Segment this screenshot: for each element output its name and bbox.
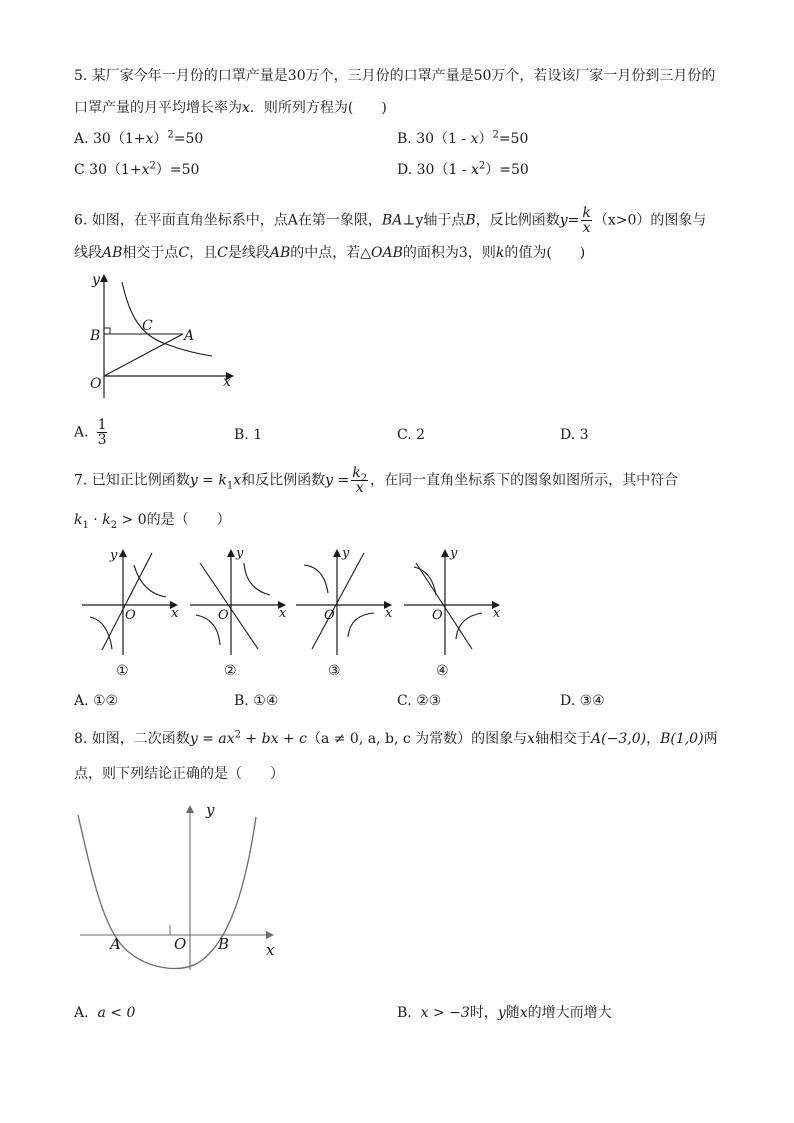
q7-option-d[interactable]: D. ③④	[560, 693, 605, 709]
axis-label-y: y	[342, 546, 350, 561]
q7-math: k	[102, 512, 111, 528]
q5-stem-line1: 5. 某厂家今年一月份的口罩产量是30万个，三月份的口罩产量是50万个，若设该厂家一月份到三月份的	[74, 68, 716, 84]
q7-sub: 1	[82, 519, 89, 531]
q6-var: y=	[559, 212, 580, 229]
axis-label-o: O	[218, 608, 229, 623]
opt-label: C 30（1+	[74, 162, 142, 178]
hyperbola-branch-1	[244, 563, 270, 595]
opt-sup: 2	[149, 160, 156, 172]
q6-figure	[70, 268, 240, 398]
q5-option-b[interactable]	[397, 129, 528, 149]
fig-label-a: A	[184, 328, 195, 344]
q6-var: k	[495, 245, 505, 261]
opt-text: ）=50	[155, 162, 200, 178]
q6-text: 相交于点	[122, 245, 179, 261]
y-axis-arrow	[100, 274, 108, 282]
q7-math: k	[74, 512, 83, 528]
y-axis-arrow	[119, 549, 127, 557]
opt-sup: 2	[478, 160, 486, 172]
q6-var: B	[465, 212, 476, 229]
q8-text: 轴相交于	[535, 731, 592, 747]
opt-math: y	[497, 1005, 506, 1021]
q8-math: x	[527, 731, 536, 747]
q6-text: 是线段	[227, 245, 270, 261]
q7-text: 和反比例函数	[241, 472, 326, 489]
q6-option-a[interactable]	[74, 418, 109, 447]
q8-option-a[interactable]	[74, 1003, 135, 1023]
opt-sup: 2	[492, 129, 499, 141]
opt-math: x	[519, 1005, 528, 1021]
fig-label-x: x	[223, 374, 231, 390]
opt-label: A.	[74, 1005, 89, 1021]
q8-text: 两	[703, 731, 718, 747]
q8-sup: 2	[234, 729, 241, 741]
hyperbola-branch-2	[196, 615, 220, 645]
axis-label-y: y	[236, 546, 244, 561]
q6-fraction-k-over-x	[581, 206, 591, 235]
fig-label-b: B	[90, 328, 101, 344]
q7-graph-4	[402, 545, 512, 680]
q7-math: x	[233, 472, 242, 489]
q7-stem-line1	[74, 466, 678, 495]
right-angle-mark	[104, 328, 110, 334]
opt-label: B.	[397, 1005, 412, 1021]
q8-math: + bx + c	[240, 731, 307, 747]
q7-stem-line2	[74, 510, 231, 530]
axis-label-x: x	[493, 606, 501, 621]
hyperbola-branch-2	[456, 613, 482, 639]
q8-text: 8. 如图，二次函数	[74, 731, 190, 747]
opt-text: ）=50	[485, 162, 529, 178]
fig-label-b: B	[218, 935, 230, 953]
q6-var: AB	[102, 245, 123, 261]
q6-text: 6. 如图，在平面直角坐标系中，点A在第一象限，	[74, 212, 382, 229]
q5-stem-line2	[74, 98, 387, 118]
q7-option-a[interactable]: A. ①②	[74, 693, 119, 709]
graph-label-1: ①	[116, 663, 129, 679]
q8-stem-line2: 点，则下列结论正确的是（ ）	[74, 766, 284, 782]
x-axis-arrow	[266, 931, 274, 939]
q7-fraction-k2-over-x	[351, 466, 368, 495]
q8-text: （a ≠ 0, a, b, c 为常数）的图象与	[306, 731, 528, 747]
q5-option-d[interactable]	[397, 160, 529, 180]
q7-text: 的是（ ）	[146, 512, 231, 528]
opt-sup: 2	[167, 129, 174, 141]
axis-label-x: x	[385, 606, 393, 621]
fig-label-y: y	[206, 801, 215, 819]
q7-graph-1	[80, 545, 190, 680]
opt-text: 随	[505, 1005, 520, 1021]
hyperbola-branch-1	[134, 565, 166, 597]
q8-math: A(−3,0)	[591, 731, 647, 747]
opt-var: x	[145, 131, 154, 147]
fig-label-a: A	[110, 935, 121, 953]
opt-text: =50	[173, 131, 204, 147]
frac-num: k	[582, 205, 591, 221]
opt-var: x	[141, 162, 150, 178]
axis-label-o: O	[432, 608, 443, 623]
y-axis-arrow	[333, 549, 341, 557]
axis-label-x: x	[279, 606, 287, 621]
opt-text: =50	[498, 131, 529, 147]
axis-label-y: y	[110, 548, 118, 563]
q7-text: 7. 已知正比例函数	[74, 472, 190, 489]
q6-var: AB	[269, 245, 291, 261]
hyperbola-branch-1	[414, 567, 436, 595]
axis-label-o: O	[125, 608, 136, 623]
q7-sub: 1	[226, 480, 234, 492]
opt-math: a < 0	[97, 1005, 136, 1021]
fig-label-c: C	[142, 318, 153, 334]
q8-text: ，	[646, 731, 661, 747]
q5-option-c[interactable]	[74, 160, 199, 180]
q6-text: 的值为( )	[504, 245, 586, 261]
fig-label-o: O	[174, 935, 187, 953]
q5-text: 口罩产量的月平均增长率为	[74, 100, 242, 116]
q5-text: ．则所列方程为( )	[249, 100, 387, 116]
q6-text: （x>0）的图象与	[593, 212, 707, 229]
q7-math: > 0	[117, 512, 147, 528]
frac-num: k	[352, 465, 361, 481]
fig-label-y: y	[92, 272, 100, 288]
q8-math: B(1,0)	[660, 731, 704, 747]
opt-var: x	[470, 131, 479, 147]
q7-math: y =	[325, 472, 350, 489]
frac-den: x	[355, 480, 364, 496]
q6-text: ⊥y轴于点	[402, 212, 466, 229]
q6-text: ，且	[189, 245, 218, 261]
q6-var: OAB	[371, 245, 403, 261]
q8-stem-line1	[74, 729, 718, 749]
hyperbola-branch-2	[348, 613, 374, 637]
q6-stem-line1	[74, 206, 706, 235]
opt-label: A. 30（1+	[74, 131, 146, 147]
q7-text: ，在同一直角坐标系下的图象如图所示，其中符合	[370, 472, 679, 489]
frac-sub: 2	[360, 472, 368, 484]
q6-option-d[interactable]: D. 3	[560, 427, 589, 443]
q7-graph-3	[294, 545, 404, 680]
q7-math: y = k	[189, 472, 227, 489]
q7-option-b[interactable]: B. ①④	[234, 693, 279, 709]
line-graph	[200, 563, 258, 649]
opt-fraction	[97, 418, 108, 447]
y-axis-arrow	[441, 549, 449, 557]
axis-label-o: O	[324, 608, 335, 623]
q6-option-b[interactable]: B. 1	[234, 427, 263, 443]
q6-var: C	[178, 245, 190, 261]
hyperbola-branch-2	[90, 617, 112, 649]
q6-text: 的中点，若△	[290, 245, 372, 261]
q6-text: 的面积为3，则	[402, 245, 496, 261]
q7-option-c[interactable]: C. ②③	[397, 693, 442, 709]
opt-text: 的增大而增大	[527, 1005, 612, 1021]
frac-num: 1	[97, 417, 107, 433]
fig-label-x: x	[266, 941, 275, 959]
q5-option-a[interactable]	[74, 129, 203, 149]
axis-label-x: x	[171, 606, 179, 621]
q6-option-c[interactable]: C. 2	[397, 427, 426, 443]
y-axis-arrow	[227, 549, 235, 557]
graph-label-2: ②	[224, 663, 237, 679]
graph-label-3: ③	[328, 663, 341, 679]
opt-math: x > −3	[420, 1005, 470, 1021]
q6-text: 线段	[74, 245, 102, 261]
graph-label-4: ④	[436, 663, 449, 679]
q8-figure	[70, 795, 290, 980]
q6-stem-line2	[74, 243, 585, 263]
opt-label: D. 30（1 -	[397, 162, 471, 178]
q7-sub: 2	[110, 519, 118, 531]
q6-text: ，反比例函数	[475, 212, 560, 229]
y-axis-arrow	[186, 805, 194, 813]
axis-label-y: y	[450, 546, 458, 561]
opt-var: x	[470, 162, 479, 178]
opt-label: B. 30（1 -	[397, 131, 471, 147]
hyperbola-branch-1	[304, 565, 328, 593]
q8-option-b[interactable]	[397, 1003, 612, 1023]
q7-math: ·	[88, 512, 103, 528]
q6-var: C	[217, 245, 228, 261]
parabola-curve	[78, 815, 256, 968]
q7-graph-2	[188, 545, 298, 680]
q8-math: y = ax	[189, 731, 235, 747]
opt-text: 时，	[469, 1005, 498, 1021]
opt-label: A.	[74, 424, 89, 441]
fig-label-o: O	[90, 376, 102, 392]
line-graph	[102, 553, 152, 650]
segment-oa	[104, 334, 183, 376]
frac-den: 3	[97, 432, 107, 448]
line-graph	[312, 553, 364, 649]
q5-var: x	[242, 100, 250, 116]
opt-text: ）	[153, 131, 168, 147]
frac-den: x	[582, 220, 591, 236]
opt-text: ）	[478, 131, 493, 147]
q6-var: BA	[381, 212, 403, 229]
line-graph	[416, 563, 472, 649]
hyperbola-curve	[122, 282, 212, 356]
